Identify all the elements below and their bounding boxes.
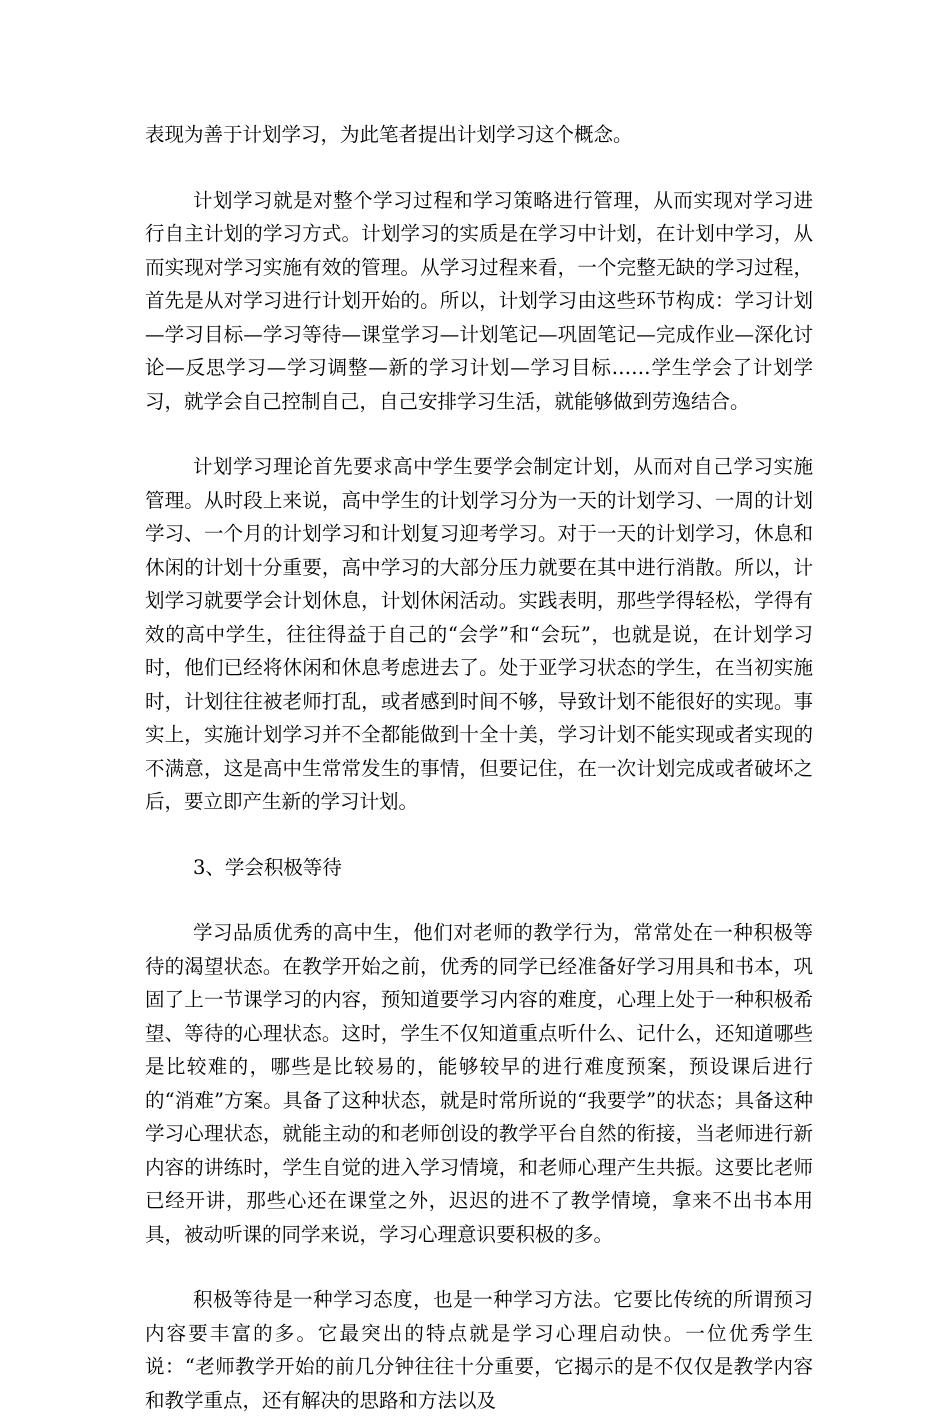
paragraph-intro-tail: 表现为善于计划学习，为此笔者提出计划学习这个概念。 [145,123,633,146]
paragraph-gap [145,152,813,184]
paragraph-gap [145,418,813,450]
document-page [145,118,813,1417]
section-heading: 3、学会积极等待 [193,855,342,879]
paragraph-active-waiting: 学习品质优秀的高中生，他们对老师的教学行为，常常处在一种积极等待的渴望状态。在教学开始之前，优秀的同学已经准备好学习用具和书本，巩固了上一节课学习的内容，预知道要学习内容的难度，心理上处于一种积极希望、等待的心理状态。这时，学生不仅知道重点听什么、记什么，还知道哪些是比较难的，哪些是比较易的，能够较早的进行难度预案，预设课后进行的“消难”方案。具备了这种状态，就是时常所说的“我要学”的状态；具备这种学习心理状态，就能主动的和老师创设的教学平台自然的衔接，当老师进行新内容的讲练时，学生自觉的进入学习情境，和老师心理产生共振。这要比老师已经开讲，那些心还在课堂之外，迟迟的进不了教学情境，拿来不出书本用具，被动听课的同学来说，学习心理意识要积极的多。 [145,921,813,1246]
paragraph-plan-theory: 计划学习理论首先要求高中学生要学会制定计划，从而对自己学习实施管理。从时段上来说，高中学生的计划学习分为一天的计划学习、一周的计划学习、一个月的计划学习和计划复习迎考学习。对于一天的计划学习，休息和休闲的计划十分重要，高中学习的大部分压力就要在其中进行消散。所以，计划学习就要学会计划休息，计划休闲活动。实践表明，那些学得轻松，学得有效的高中学生，往往得益于自己的“会学”和“会玩”，也就是说，在计划学习时，他们已经将休闲和休息考虑进去了。处于亚学习状态的学生，在当初实施时，计划往往被老师打乱，或者感到时间不够，导致计划不能很好的实现。事实上，实施计划学习并不全都能做到十全十美，学习计划不能实现或者实现的不满意，这是高中生常常发生的事情，但要记住，在一次计划完成或者破坏之后，要立即产生新的学习计划。 [145,455,813,813]
paragraph-gap [145,884,813,916]
paragraph-gap [145,819,813,851]
paragraph-plan-definition: 计划学习就是对整个学习过程和学习策略进行管理，从而实现对学习进行自主计划的学习方式。计划学习的实质是在学习中计划，在计划中学习，从而实现对学习实施有效的管理。从学习过程来看，一个完整无缺的学习过程，首先是从对学习进行计划开始的。所以，计划学习由这些环节构成：学习计划—学习目标—学习等待—课堂学习—计划笔记—巩固笔记—完成作业—深化讨论—反思学习—学习调整—新的学习计划—学习目标……学生学会了计划学习，就学会自己控制自己，自己安排学习生活，就能够做到劳逸结合。 [145,188,813,413]
paragraph-waiting-attitude: 积极等待是一种学习态度，也是一种学习方法。它要比传统的所谓预习内容要丰富的多。它最突出的特点就是学习心理启动快。一位优秀学生说：“老师教学开始的前几分钟往往十分重要，它揭示的是不仅仅是教学内容和教学重点，还有解决的思路和方法以及 [145,1288,813,1412]
paragraph-gap [145,1251,813,1283]
